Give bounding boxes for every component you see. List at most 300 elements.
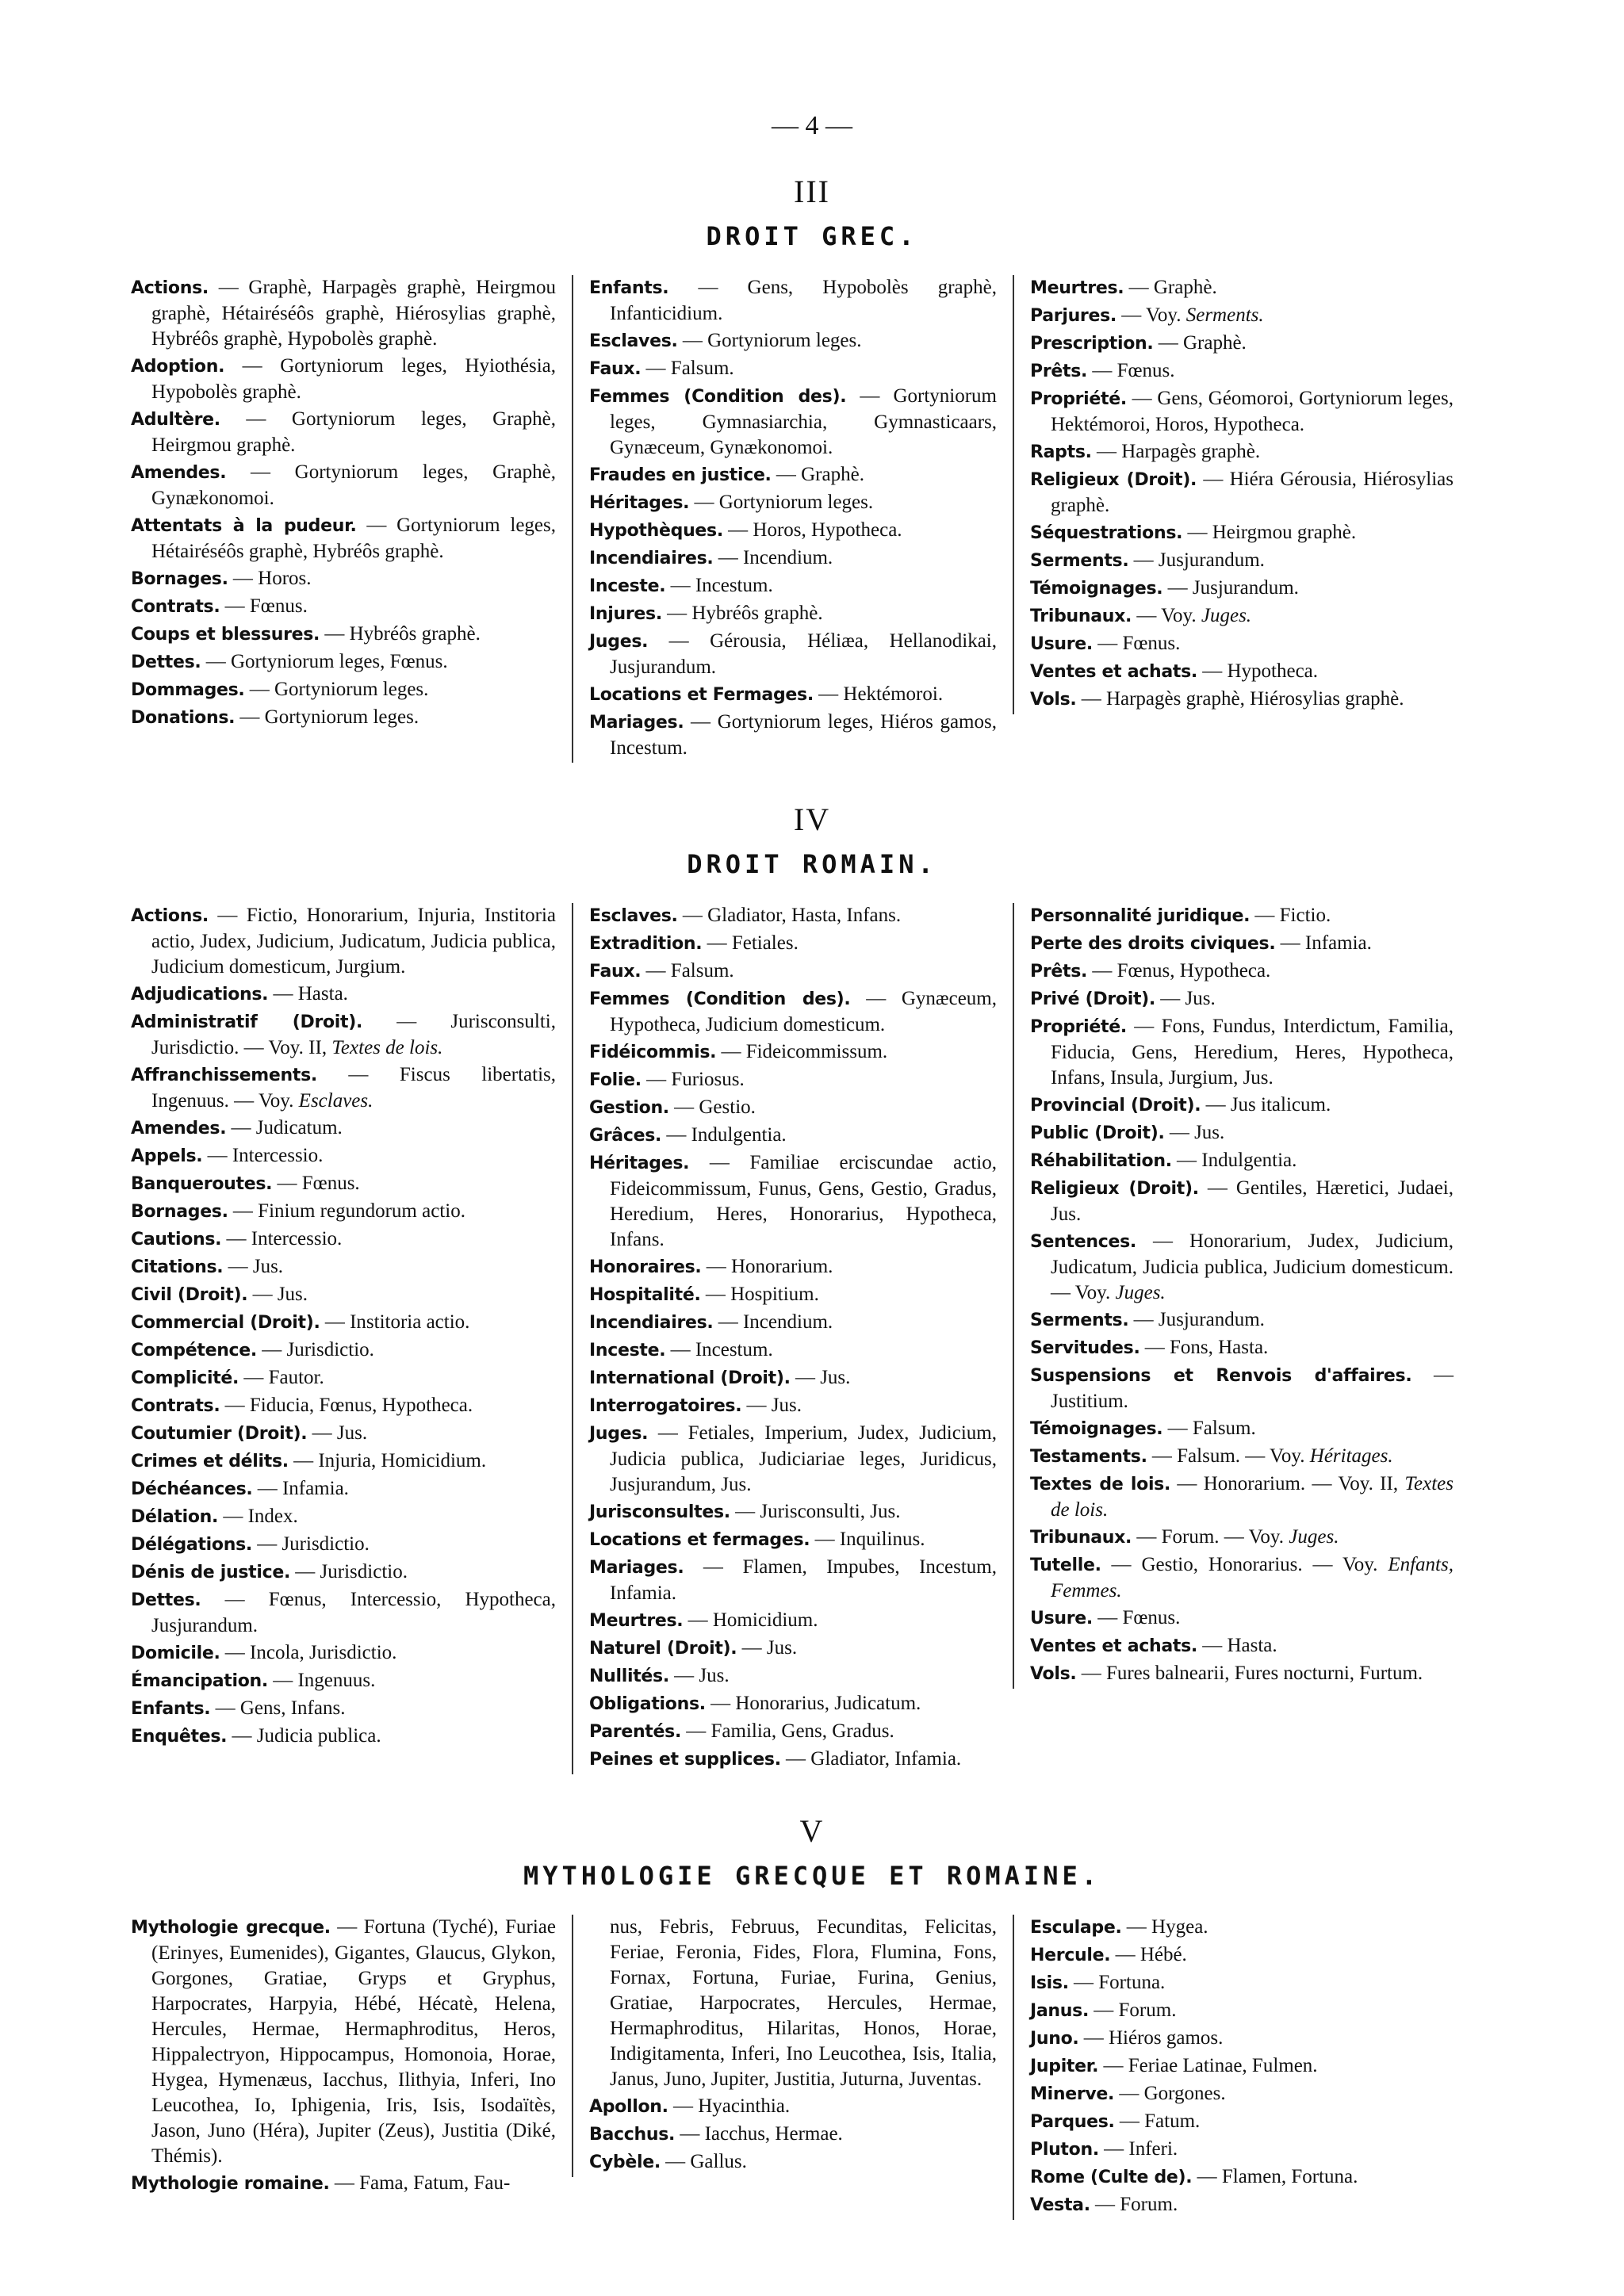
index-entry [1030, 576, 1454, 602]
index-entry [1030, 659, 1454, 685]
index-entry [131, 1393, 556, 1419]
index-term: Esclaves. [589, 906, 678, 926]
index-references: — Inferi. [1098, 2138, 1178, 2160]
index-term: Bacchus. [589, 2125, 676, 2145]
index-term: Pluton. [1030, 2140, 1099, 2160]
index-references: — Falsum. [1162, 1418, 1256, 1439]
index-term: Public (Droit). [1030, 1123, 1165, 1143]
index-references: — Horos. [228, 568, 312, 589]
index-term: Faux. [589, 359, 642, 379]
index-column [131, 275, 572, 733]
index-entry [131, 1476, 556, 1502]
index-entry [1030, 1633, 1454, 1659]
index-column [1013, 275, 1454, 714]
index-entry [1030, 2192, 1454, 2218]
index-entry [131, 1365, 556, 1391]
index-references: — Jusjurandum. [1162, 577, 1299, 599]
index-term: Propriété. [1030, 389, 1127, 409]
index-entry [131, 566, 556, 592]
index-term: Appels. [131, 1146, 203, 1166]
index-references: — Hyacinthia. [668, 2095, 791, 2117]
index-references: — Familia, Gens, Gradus. [681, 1720, 894, 1742]
index-entry [131, 354, 556, 405]
index-entry [131, 1421, 556, 1447]
index-column [131, 1915, 572, 2198]
index-references: — Fictio. [1250, 905, 1331, 926]
index-see-also: Juges. [1201, 605, 1252, 626]
index-references: — Falsum. [641, 960, 734, 982]
index-entry [589, 1636, 997, 1662]
index-references: — Intercessio. [221, 1228, 343, 1249]
index-entry [131, 903, 556, 980]
index-references: — Graphè, Harpagès graphè, Heirgmou graphè, Hétairéséôs graphè, Hiérosylias graphè, Hybréôs graphè, Hypobolès graphè. [151, 277, 556, 350]
index-entry [1030, 1014, 1454, 1091]
index-references: — Gortyniorum leges, Graphè, Heirgmou graphè. [151, 408, 556, 456]
index-references: — Jus. [247, 1284, 308, 1305]
index-entry [589, 903, 997, 929]
index-term: Rapts. [1030, 442, 1092, 462]
index-references: — Voy. [1116, 304, 1186, 326]
index-entry [131, 1199, 556, 1225]
index-entry [589, 1095, 997, 1121]
index-references: — Honorarius, Judicatum. [705, 1693, 921, 1714]
index-entry [589, 1067, 997, 1093]
index-term: Gestion. [589, 1098, 669, 1118]
index-term: Parentés. [589, 1722, 682, 1742]
index-references: — Gallus. [660, 2151, 747, 2172]
index-references: — Jurisdictio. [256, 1339, 374, 1360]
index-references: — Incendium. [713, 1311, 833, 1333]
index-references: — Honorarium. — Voy. II, [1170, 1473, 1405, 1494]
index-term: Honoraires. [589, 1257, 702, 1277]
index-entry [1030, 1525, 1454, 1551]
index-term: Enquêtes. [131, 1727, 228, 1747]
index-term: Extradition. [589, 934, 703, 954]
index-entry [1030, 1363, 1454, 1414]
index-references: — Fiscus libertatis, Ingenuus. — Voy. [151, 1064, 556, 1112]
index-term: Injures. [589, 604, 662, 624]
index-term: Enfants. [589, 278, 669, 298]
index-references: — Hybréôs graphè. [320, 623, 481, 645]
index-entry [131, 594, 556, 620]
index-entry [131, 649, 556, 675]
index-references: — Finium regundorum actio. [228, 1200, 465, 1222]
index-term: Fraudes en justice. [589, 465, 772, 485]
index-term: Obligations. [589, 1694, 706, 1714]
index-columns-droit-romain [131, 903, 1526, 1774]
index-entry [589, 1747, 997, 1773]
index-term: Administratif (Droit). [131, 1012, 363, 1032]
index-entry [1030, 631, 1454, 657]
index-term: Héritages. [589, 1154, 690, 1173]
index-entry [131, 1254, 556, 1280]
index-entry [589, 2149, 997, 2175]
index-references: — Jusjurandum. [1128, 549, 1265, 571]
index-term: Personnalité juridique. [1030, 906, 1251, 926]
index-entry [131, 1915, 556, 2169]
index-references: — Jus. [223, 1256, 284, 1277]
index-entry [131, 1226, 556, 1253]
index-references: — Fures balnearii, Fures nocturni, Furtum. [1076, 1663, 1423, 1684]
index-references: — Gestio. [668, 1096, 756, 1118]
index-entry [1030, 331, 1454, 357]
index-entry [131, 513, 556, 564]
index-term: Complicité. [131, 1368, 239, 1388]
index-term: Actions. [131, 906, 209, 926]
index-references: — Fœnus. [1092, 1607, 1181, 1628]
index-term: Inceste. [589, 1341, 666, 1360]
index-term: Attentats à la pudeur. [131, 516, 357, 536]
index-references: — Incestum. [665, 1339, 773, 1360]
index-entry [131, 1310, 556, 1336]
index-references: — Horos, Hypotheca. [722, 519, 902, 541]
index-entry [131, 677, 556, 703]
index-term: Tutelle. [1030, 1556, 1101, 1575]
index-term: Meurtres. [589, 1611, 684, 1631]
index-term: Banqueroutes. [131, 1174, 273, 1194]
index-column [572, 903, 1013, 1774]
index-entry [589, 573, 997, 599]
index-references: — Judicatum. [226, 1117, 343, 1138]
section-title: DROIT ROMAIN. [687, 849, 937, 879]
index-term: Vols. [1030, 690, 1077, 710]
index-term: Incendiaires. [589, 549, 714, 568]
index-references: — Incendium. [713, 547, 833, 568]
index-term: Coups et blessures. [131, 625, 320, 645]
index-entry [131, 1559, 556, 1586]
index-references: — Gynæceum, Hypotheca, Judicium domesticum. [610, 988, 997, 1035]
index-term: Actions. [131, 278, 209, 298]
index-references: — Fortuna (Tyché), Furiae (Erinyes, Eumenides), Gigantes, Glaucus, Glykon, Gorgones, Gratiae, Gryps et Gryphus, Harpocrates, Harpyia, Hébé, Hécatè, Helena, Hercules, Hermae, Hermaphroditus, Heros, Hippalectryon, Hippocampus, Homonoia, Horae, Hygea, Hymenæus, Iacchus, Ilithyia, Inferi, Ino Leucothea, Io, Iphigenia, Iris, Isis, Isodaïtès, Jason, Juno (Héra), Jupiter (Zeus), Justitia (Diké, Thémis). [151, 1916, 556, 2167]
index-term: Réhabilitation. [1030, 1151, 1172, 1171]
index-term: Prescription. [1030, 334, 1154, 354]
index-entry [589, 1555, 997, 1606]
index-entry [589, 1365, 997, 1391]
index-references: — Gortyniorum leges. [235, 706, 419, 728]
index-references: — Fœnus. [272, 1173, 360, 1194]
index-term: Usure. [1030, 634, 1093, 654]
index-column [1013, 1915, 1454, 2220]
index-entry [1030, 1120, 1454, 1146]
index-term: Juges. [589, 1424, 649, 1444]
index-term: Témoignages. [1030, 579, 1163, 599]
index-see-also: Juges. [1289, 1526, 1339, 1548]
index-entry [1030, 2137, 1454, 2163]
index-references: — Harpagès graphè. [1091, 441, 1261, 462]
index-references: — Gestio, Honorarius. — Voy. [1101, 1554, 1388, 1575]
index-term: Jupiter. [1030, 2057, 1099, 2076]
index-term: Sentences. [1030, 1232, 1136, 1252]
index-entry [1030, 1444, 1454, 1470]
index-term: Cautions. [131, 1230, 222, 1249]
index-entry [131, 1337, 556, 1364]
index-references: — Fideicommissum. [716, 1041, 888, 1062]
index-entry [1030, 1229, 1454, 1306]
index-references: — Honorarium, Judex, Judicium, Judicatum, Judicia publica, Judicium domesticum. — Voy. [1051, 1230, 1454, 1303]
index-term: Crimes et délits. [131, 1452, 289, 1471]
index-references: — Index. [218, 1506, 298, 1527]
index-term: Ventes et achats. [1030, 1636, 1197, 1656]
index-entry [589, 462, 997, 488]
index-entry [589, 384, 997, 461]
index-term: Cybèle. [589, 2152, 661, 2172]
index-term: Coutumier (Droit). [131, 1424, 308, 1444]
index-term: Locations et fermages. [589, 1530, 810, 1550]
index-references: — Incestum. [665, 575, 773, 596]
index-references: — Indulgentia. [1171, 1150, 1297, 1171]
index-term: Femmes (Condition des). [589, 989, 851, 1009]
index-term: Meurtres. [1030, 278, 1124, 298]
index-term: Adjudications. [131, 985, 269, 1004]
index-see-also: Serments. [1185, 304, 1264, 326]
index-references: — Jus. [737, 1637, 798, 1659]
index-references: — Gentiles, Hæretici, Judaei, Jus. [1051, 1177, 1454, 1225]
index-term: Femmes (Condition des). [589, 387, 847, 407]
index-references: — Hasta. [268, 983, 348, 1004]
section-droit-romain [0, 801, 1624, 1774]
index-column [572, 1915, 1013, 2177]
index-term: Adultère. [131, 410, 220, 430]
index-entry [131, 705, 556, 731]
index-term: Testaments. [1030, 1447, 1147, 1467]
index-references: — Jus. [1155, 988, 1216, 1009]
index-references: — Forum. [1090, 2194, 1178, 2215]
index-columns-mythologie [131, 1915, 1526, 2220]
index-references: — Hospitium. [700, 1284, 819, 1305]
index-references: — Jus italicum. [1201, 1094, 1331, 1115]
index-term: Usure. [1030, 1609, 1093, 1628]
index-term: Vols. [1030, 1664, 1077, 1684]
index-references: — Fautor. [239, 1367, 324, 1388]
index-entry [131, 275, 556, 352]
index-term: Suspensions et Renvois d'affaires. [1030, 1366, 1412, 1386]
index-references: — Flamen, Impubes, Incestum, Infamia. [610, 1556, 997, 1604]
index-term: Janus. [1030, 2001, 1090, 2021]
index-entry [1030, 1093, 1454, 1119]
index-references: — Falsum. [641, 358, 734, 379]
index-entry [589, 1421, 997, 1498]
index-references: — Jus. [668, 1665, 730, 1686]
index-term: Dénis de justice. [131, 1563, 291, 1582]
index-entry [1030, 2164, 1454, 2191]
index-term: Donations. [131, 708, 236, 728]
index-term: Privé (Droit). [1030, 989, 1155, 1009]
index-term: Vesta. [1030, 2195, 1090, 2215]
index-references: — Fetiales. [702, 932, 799, 954]
index-entry [131, 460, 556, 511]
index-references: — Jus. [741, 1395, 802, 1416]
index-references: — Justitium. [1051, 1364, 1454, 1412]
index-term: Propriété. [1030, 1017, 1127, 1037]
index-term: Déchéances. [131, 1479, 253, 1499]
index-entry [131, 622, 556, 648]
index-entry [1030, 548, 1454, 574]
index-term: Dommages. [131, 680, 245, 700]
index-term: Juges. [589, 632, 649, 652]
index-entry [589, 1499, 997, 1525]
index-entry [589, 1150, 997, 1253]
index-references: — Fœnus, Hypotheca. [1087, 960, 1271, 982]
index-entry [131, 1504, 556, 1530]
index-term: Enfants. [131, 1699, 211, 1719]
index-entry [589, 1310, 997, 1336]
index-entry [589, 1719, 997, 1745]
index-references: — Forum. [1089, 1999, 1177, 2021]
index-term: Bornages. [131, 1202, 228, 1222]
index-references: — Jurisconsulti, Jus. [730, 1501, 901, 1522]
index-entry [131, 1115, 556, 1142]
index-references: — Inquilinus. [810, 1529, 925, 1550]
index-term: Délation. [131, 1507, 219, 1527]
index-term: Parques. [1030, 2112, 1115, 2132]
index-entry [1030, 1661, 1454, 1687]
index-term: Civil (Droit). [131, 1285, 248, 1305]
index-entry [1030, 2053, 1454, 2080]
index-entry [1030, 1307, 1454, 1334]
index-references: — Gladiator, Hasta, Infans. [677, 905, 902, 926]
index-entry [1030, 2109, 1454, 2135]
index-references: — Jurisconsulti, Jurisdictio. — Voy. II, [151, 1011, 556, 1058]
index-see-also: Héritages. [1309, 1445, 1393, 1467]
index-term: Mariages. [589, 713, 684, 733]
index-entry [1030, 1416, 1454, 1442]
index-entry [1030, 1471, 1454, 1523]
index-column [1013, 903, 1454, 1689]
index-references: — Gladiator, Infamia. [780, 1748, 962, 1770]
index-term: Apollon. [589, 2097, 668, 2117]
index-entry [1030, 1605, 1454, 1632]
index-references: — Feriae Latinae, Fulmen. [1098, 2055, 1318, 2076]
index-term: Parjures. [1030, 306, 1116, 326]
index-references: — Institoria actio. [320, 1311, 470, 1333]
index-term: Amendes. [131, 1119, 227, 1138]
index-references: — Fiducia, Fœnus, Hypotheca. [220, 1395, 473, 1416]
index-entry [131, 1668, 556, 1694]
index-term: Hercule. [1030, 1946, 1111, 1965]
index-entry [1030, 1942, 1454, 1969]
index-entry [131, 1009, 556, 1061]
index-term: Serments. [1030, 551, 1129, 571]
index-columns-droit-grec [131, 275, 1526, 763]
index-term: Rome (Culte de). [1030, 2168, 1193, 2187]
index-entry [1030, 467, 1454, 519]
index-references: — Gortyniorum leges. [244, 679, 429, 700]
index-entry [131, 1640, 556, 1667]
index-term: Minerve. [1030, 2084, 1115, 2104]
index-term: Bornages. [131, 569, 228, 589]
index-entry [1030, 1148, 1454, 1174]
index-entry [589, 1254, 997, 1280]
index-term: Tribunaux. [1030, 607, 1132, 626]
index-entry [1030, 1335, 1454, 1361]
index-entry [1030, 603, 1454, 629]
index-references: — Iacchus, Hermae. [675, 2123, 843, 2145]
index-term: International (Droit). [589, 1368, 791, 1388]
index-entry [1030, 931, 1454, 957]
index-term: Serments. [1030, 1311, 1129, 1330]
index-references: — Falsum. — Voy. [1147, 1445, 1310, 1467]
index-entry [1030, 358, 1454, 385]
index-term: Isis. [1030, 1973, 1069, 1993]
index-entry [589, 1691, 997, 1717]
index-entry [1030, 275, 1454, 301]
index-term: Dettes. [131, 1590, 201, 1610]
index-term: Esclaves. [589, 331, 678, 351]
index-entry [131, 1448, 556, 1475]
index-entry [1030, 2081, 1454, 2107]
index-references: nus, Febris, Februus, Fecunditas, Felicitas, Feriae, Feronia, Fides, Flora, Flumina, Fons, Fornax, Fortuna, Furiae, Furina, Genius, Gratiae, Harpocrates, Hercules, Hermae, Hermaphroditus, Hilaritas, Honos, Horae, Indigitamenta, Inferi, Ino Leucothea, Isis, Italia, Janus, Juno, Jupiter, Justitia, Juturna, Juventas. [610, 1916, 997, 2090]
index-references: — Fœnus. [220, 595, 308, 617]
index-see-also: Textes de lois. [331, 1037, 443, 1058]
index-term: Mythologie grecque. [131, 1918, 331, 1938]
index-term: Contrats. [131, 1396, 220, 1416]
index-term: Tribunaux. [1030, 1528, 1132, 1548]
index-references: — Hasta. [1197, 1635, 1277, 1656]
index-entry [1030, 386, 1454, 438]
index-references: — Graphè. [1124, 277, 1217, 298]
index-references: — Homicidium. [683, 1609, 818, 1631]
index-column [572, 275, 1013, 763]
index-references: — Ingenuus. [267, 1670, 376, 1691]
index-references: — Gortyniorum leges, Gymnasiarchia, Gymnasticaars, Gynæceum, Gynækonomoi. [610, 385, 997, 458]
index-references: — Gortyniorum leges. [689, 492, 874, 513]
index-term: Séquestrations. [1030, 523, 1183, 543]
index-entry [1030, 1552, 1454, 1604]
index-references: — Fons, Hasta. [1139, 1337, 1269, 1358]
index-references: — Fœnus, Intercessio, Hypotheca, Jusjurandum. [151, 1589, 556, 1636]
index-term: Compétence. [131, 1341, 257, 1360]
page-number: — 4 — [772, 111, 852, 140]
index-term: Folie. [589, 1070, 642, 1090]
index-entry [589, 629, 997, 680]
index-entry [131, 982, 556, 1008]
index-entry [589, 1915, 997, 2092]
index-references: — Gens, Infans. [210, 1697, 346, 1719]
index-entry [1030, 520, 1454, 546]
index-references: — Hypotheca. [1197, 660, 1319, 682]
index-entry [1030, 1998, 1454, 2024]
section-numeral: III [794, 174, 830, 209]
index-references: — Judicia publica. [227, 1725, 381, 1747]
index-term: Commercial (Droit). [131, 1313, 320, 1333]
index-references: — Fama, Fatum, Fau- [329, 2172, 511, 2194]
index-references: — Hektémoroi. [813, 683, 944, 705]
index-term: Ventes et achats. [1030, 662, 1197, 682]
index-term: Hypothèques. [589, 521, 723, 541]
index-references: — Gorgones. [1114, 2083, 1226, 2104]
index-term: Interrogatoires. [589, 1396, 742, 1416]
index-term: Fidéicommis. [589, 1043, 717, 1062]
index-entry [131, 1143, 556, 1169]
index-term: Religieux (Droit). [1030, 470, 1197, 490]
index-references: — Fatum. [1114, 2110, 1201, 2132]
index-entry [131, 1171, 556, 1197]
index-references: — Forum. — Voy. [1132, 1526, 1289, 1548]
index-references: — Incola, Jurisdictio. [220, 1642, 397, 1663]
index-entry [589, 931, 997, 957]
index-references: — Harpagès graphè, Hiérosylias graphè. [1076, 688, 1404, 710]
index-references: — Hiéra Gérousia, Hiérosylias graphè. [1051, 469, 1454, 516]
index-references: — Infamia. [1275, 932, 1372, 954]
section-numeral: IV [793, 802, 831, 837]
index-references: — Honorarium. [701, 1256, 833, 1277]
index-references: — Fetiales, Imperium, Judex, Judicium, Judicia publica, Judiciariae leges, Juridicus, Jusjurandum, Jus. [610, 1422, 997, 1495]
index-term: Nullités. [589, 1667, 669, 1686]
index-entry [131, 2171, 556, 2197]
index-references: — Gortyniorum leges. [677, 330, 862, 351]
index-entry [131, 1587, 556, 1639]
index-term: Inceste. [589, 576, 666, 596]
